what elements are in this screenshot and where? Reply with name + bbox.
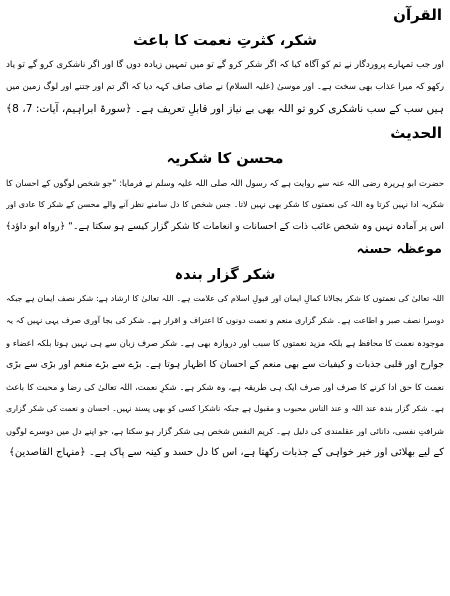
text-line: جوارح اور قلبی جذبات و کیفیات سے بھی منعم کے احسان کا اظہار ہوتا ہے۔ بڑے سے بڑے منعم اور بڑی سے بڑی	[6, 359, 444, 370]
text-line: شرافتِ نفسی، دانائی اور عقلمندی کی دلیل ہے۔ کریم النفس شخص ہی شکر گزار ہو سکتا ہے، جو اپنے دل میں دوسرے لوگوں	[6, 426, 444, 436]
quran-section	[6, 2, 444, 120]
quran-paragraph	[6, 54, 444, 120]
section-heading-quran: القرآن	[393, 6, 442, 24]
text-line: کے لیے بھلائی اور خیر خواہی کے جذبات رکھتا ہے، اس کا دل حسد و کینہ سے پاک ہے۔ ﴿منہاج القاصدین﴾	[8, 447, 444, 458]
text-line: رکھو کہ میرا عذاب بھی سخت ہے۔ اور موسیٰ (علیہ السلام) نے صاف صاف کہہ دیا کہ اگر تم اور جتنے اور لوگ زمین میں	[6, 82, 444, 92]
text-line: دوسرا نصف صبر و اطاعت ہے۔ شکر گزاری منعم و نعمت دونوں کا اعتراف و اقرار ہے۔ شکر کی بجا آوری صرف یہی نہیں کہ یہ	[6, 316, 444, 325]
hadith-paragraph	[6, 172, 444, 238]
text-line: اس پر آمادہ نہیں وہ شخص غائب ذات کے احسانات و انعامات کا شکر گزار کیسے ہو سکتا ہے۔“ ﴿رواہ ابو داؤد﴾	[6, 221, 444, 232]
section-title-quran: شکر، کثرتِ نعمت کا باعث	[132, 33, 318, 49]
text-line: نعمت کا حق ادا کرنے کا صرف اور صرف ایک ہی طریقہ ہے، وہ شکر ہے۔ شکرِ نعمت، اللہ تعالیٰ کی رضا و محبت کا باعث	[6, 382, 444, 392]
text-line: ہے۔ شکر گزار بندہ عند اللہ و عند الناس محبوب و مقبول ہے جبکہ ناشکرا کسی کو بھی پسند نہیں۔ احسان و نعمت کی شکر گزاری	[6, 404, 444, 413]
section-title-mauiza: شکر گزار بندہ	[174, 267, 276, 283]
section-heading-hadith: الحدیث	[390, 124, 442, 142]
text-line: اللہ تعالیٰ کی نعمتوں کا شکر بجالانا کمالِ ایمان اور قبولِ اسلام کی علامت ہے۔ اللہ تعالیٰ کا ارشاد ہے: شکر نصف ایمان ہے جبکہ	[6, 294, 444, 303]
text-line: حضرت ابو ہریرہ رضی اللہ عنہ سے روایت ہے کہ رسول اللہ صلی اللہ علیہ وسلم نے فرمایا: ”جو شخص لوگوں کے احسان کا	[6, 178, 444, 188]
section-title-hadith: محسن کا شکریہ	[166, 151, 284, 167]
hadith-section	[6, 120, 444, 238]
text-line: ہیں سب کے سب ناشکری کرو تو اللہ بھی بے نیاز اور قابلِ تعریف ہے۔ ﴿سورۃ ابراہیم، آیات: 7، 8﴾	[6, 103, 444, 115]
section-heading-mauiza: موعظہ حسنہ	[356, 242, 442, 257]
mauiza-section	[6, 238, 444, 464]
text-line: شکریہ ادا نہیں کرتا وہ اللہ کی نعمتوں کا شکر بھی نہیں لاتا۔ جس شخص کا دل سامنے نظر آنے والے محسن کے شکر کا عادی اور	[6, 200, 444, 209]
text-line: اور جب تمہارے پروردگار نے تم کو آگاہ کیا کہ اگر شکر کرو گے تو میں تمہیں زیادہ دوں گا اور اگر ناشکری کرو گے تو یاد	[6, 60, 444, 70]
text-line: موجودہ نعمت کا محافظ ہے بلکہ مزید نعمتوں کا سبب اور دروازہ بھی ہے۔ شکر صرف زبان سے ہی نہیں ہوتا بلکہ اعضاء و	[6, 338, 444, 348]
mauiza-paragraph	[6, 288, 444, 464]
